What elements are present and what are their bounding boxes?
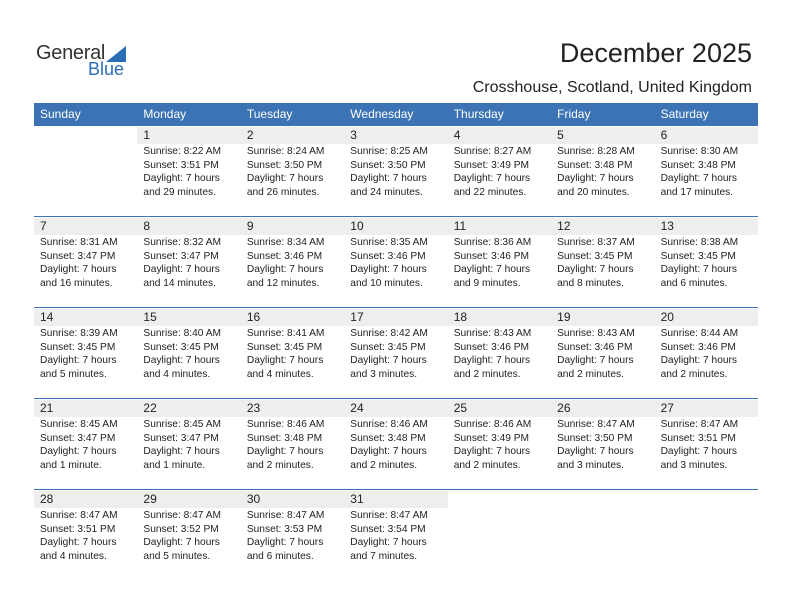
empty-day-cell <box>448 490 551 580</box>
day-info <box>34 327 137 381</box>
daylight-minutes-text: and 17 minutes. <box>660 186 734 198</box>
day-cell <box>448 399 551 489</box>
day-number: 1 <box>137 127 240 144</box>
day-number: 12 <box>551 218 654 235</box>
sunset-text: Sunset: 3:52 PM <box>143 523 219 535</box>
sunrise-text: Sunrise: 8:42 AM <box>350 328 428 339</box>
day-info <box>34 509 137 563</box>
day-cell <box>655 308 758 398</box>
daylight-minutes-text: and 4 minutes. <box>40 550 107 562</box>
empty-day-cell <box>34 126 137 216</box>
day-number: 31 <box>344 491 447 508</box>
day-number: 6 <box>655 127 758 144</box>
day-info <box>344 509 447 563</box>
weekday-sunday: Sunday <box>40 107 81 121</box>
daylight-text: Daylight: 7 hours <box>143 264 220 275</box>
day-cell <box>344 308 447 398</box>
day-info <box>241 145 344 199</box>
sunrise-text: Sunrise: 8:47 AM <box>40 510 118 521</box>
sunrise-text: Sunrise: 8:43 AM <box>453 328 532 339</box>
weekday-thursday: Thursday <box>453 107 504 121</box>
day-info <box>551 418 654 472</box>
day-cell <box>34 490 137 580</box>
daylight-text: Daylight: 7 hours <box>246 173 324 184</box>
weekday-tuesday: Tuesday <box>246 107 293 121</box>
sunrise-text: Sunrise: 8:35 AM <box>350 237 428 248</box>
day-info <box>448 327 551 381</box>
sunrise-text: Sunrise: 8:47 AM <box>660 419 739 430</box>
sunrise-text: Sunrise: 8:24 AM <box>246 146 325 157</box>
daylight-text: Daylight: 7 hours <box>143 355 220 366</box>
daylight-text: Daylight: 7 hours <box>660 355 738 366</box>
day-cell <box>34 308 137 398</box>
daylight-minutes-text: and 6 minutes. <box>246 550 314 562</box>
sunrise-text: Sunrise: 8:45 AM <box>143 419 222 430</box>
daylight-text: Daylight: 7 hours <box>143 446 220 457</box>
day-cell <box>551 308 654 398</box>
sunrise-text: Sunrise: 8:47 AM <box>557 419 635 430</box>
sunrise-text: Sunrise: 8:28 AM <box>557 146 635 157</box>
daylight-text: Daylight: 7 hours <box>453 355 531 366</box>
daylight-text: Daylight: 7 hours <box>557 173 634 184</box>
day-number: 19 <box>551 309 654 326</box>
day-number: 22 <box>137 400 240 417</box>
page-title: December 2025 <box>559 38 752 68</box>
sunset-text: Sunset: 3:51 PM <box>40 523 116 535</box>
daylight-text: Daylight: 7 hours <box>40 446 117 457</box>
day-info <box>655 236 758 290</box>
day-number: 21 <box>34 400 137 417</box>
day-info <box>241 327 344 381</box>
day-info <box>448 145 551 199</box>
sunset-text: Sunset: 3:51 PM <box>660 432 736 444</box>
calendar-grid <box>34 103 758 580</box>
week-row <box>34 126 758 217</box>
daylight-minutes-text: and 5 minutes. <box>143 550 211 562</box>
weekday-wednesday: Wednesday <box>350 107 414 121</box>
daylight-minutes-text: and 2 minutes. <box>350 459 418 471</box>
daylight-text: Daylight: 7 hours <box>660 264 738 275</box>
sunset-text: Sunset: 3:49 PM <box>453 432 530 444</box>
daylight-text: Daylight: 7 hours <box>143 537 220 548</box>
sunset-text: Sunset: 3:47 PM <box>40 432 116 444</box>
daylight-minutes-text: and 1 minute. <box>143 459 206 471</box>
day-cell <box>137 399 240 489</box>
day-number: 25 <box>448 400 551 417</box>
day-number: 9 <box>241 218 344 235</box>
day-info <box>137 509 240 563</box>
daylight-text: Daylight: 7 hours <box>350 446 427 457</box>
daylight-minutes-text: and 22 minutes. <box>453 186 527 198</box>
day-number <box>34 127 137 144</box>
day-number: 30 <box>241 491 344 508</box>
day-cell <box>241 308 344 398</box>
day-number: 17 <box>344 309 447 326</box>
sunset-text: Sunset: 3:45 PM <box>660 250 736 262</box>
sunset-text: Sunset: 3:47 PM <box>143 250 219 262</box>
daylight-minutes-text: and 3 minutes. <box>660 459 728 471</box>
day-cell <box>551 126 654 216</box>
daylight-minutes-text: and 29 minutes. <box>143 186 216 198</box>
sunset-text: Sunset: 3:46 PM <box>350 250 426 262</box>
daylight-minutes-text: and 12 minutes. <box>246 277 320 289</box>
sunrise-text: Sunrise: 8:44 AM <box>660 328 739 339</box>
day-info <box>655 418 758 472</box>
week-row <box>34 399 758 490</box>
logo-text-general: General <box>36 42 106 64</box>
day-number: 14 <box>34 309 137 326</box>
week-row <box>34 490 758 580</box>
sunrise-text: Sunrise: 8:46 AM <box>350 419 428 430</box>
sunset-text: Sunset: 3:48 PM <box>350 432 426 444</box>
daylight-minutes-text: and 2 minutes. <box>557 368 624 380</box>
sunset-text: Sunset: 3:46 PM <box>453 250 530 262</box>
day-cell <box>137 490 240 580</box>
sunset-text: Sunset: 3:47 PM <box>143 432 219 444</box>
sunrise-text: Sunrise: 8:47 AM <box>246 510 325 521</box>
sunrise-text: Sunrise: 8:37 AM <box>557 237 635 248</box>
sunset-text: Sunset: 3:48 PM <box>246 432 323 444</box>
sunset-text: Sunset: 3:50 PM <box>557 432 633 444</box>
sunset-text: Sunset: 3:51 PM <box>143 159 219 171</box>
day-number <box>551 491 654 508</box>
daylight-text: Daylight: 7 hours <box>246 355 324 366</box>
day-info <box>551 236 654 290</box>
daylight-text: Daylight: 7 hours <box>350 173 427 184</box>
day-number: 20 <box>655 309 758 326</box>
day-number <box>655 491 758 508</box>
day-info <box>241 236 344 290</box>
sunset-text: Sunset: 3:48 PM <box>557 159 633 171</box>
day-cell <box>34 217 137 307</box>
sunset-text: Sunset: 3:45 PM <box>350 341 426 353</box>
sunrise-text: Sunrise: 8:30 AM <box>660 146 739 157</box>
day-info <box>34 418 137 472</box>
sunrise-text: Sunrise: 8:46 AM <box>246 419 325 430</box>
daylight-minutes-text: and 3 minutes. <box>557 459 624 471</box>
day-info <box>448 236 551 290</box>
day-info <box>241 418 344 472</box>
sunset-text: Sunset: 3:45 PM <box>40 341 116 353</box>
daylight-minutes-text: and 2 minutes. <box>246 459 314 471</box>
day-cell <box>448 126 551 216</box>
sunrise-text: Sunrise: 8:41 AM <box>246 328 325 339</box>
day-number: 15 <box>137 309 240 326</box>
day-cell <box>448 217 551 307</box>
logo <box>36 42 136 82</box>
sunset-text: Sunset: 3:46 PM <box>660 341 736 353</box>
day-cell <box>241 399 344 489</box>
day-number: 3 <box>344 127 447 144</box>
sunset-text: Sunset: 3:54 PM <box>350 523 426 535</box>
sunset-text: Sunset: 3:46 PM <box>453 341 530 353</box>
daylight-text: Daylight: 7 hours <box>350 355 427 366</box>
sunrise-text: Sunrise: 8:27 AM <box>453 146 532 157</box>
sunset-text: Sunset: 3:53 PM <box>246 523 323 535</box>
daylight-minutes-text: and 4 minutes. <box>143 368 211 380</box>
empty-day-cell <box>655 490 758 580</box>
daylight-text: Daylight: 7 hours <box>246 264 324 275</box>
sunrise-text: Sunrise: 8:47 AM <box>143 510 222 521</box>
sunset-text: Sunset: 3:48 PM <box>660 159 736 171</box>
sunset-text: Sunset: 3:49 PM <box>453 159 530 171</box>
day-cell <box>551 217 654 307</box>
daylight-minutes-text: and 20 minutes. <box>557 186 630 198</box>
day-cell <box>344 217 447 307</box>
day-number: 10 <box>344 218 447 235</box>
daylight-minutes-text: and 26 minutes. <box>246 186 320 198</box>
daylight-text: Daylight: 7 hours <box>660 446 738 457</box>
daylight-text: Daylight: 7 hours <box>40 537 117 548</box>
day-number: 2 <box>241 127 344 144</box>
day-number: 11 <box>448 218 551 235</box>
sunrise-text: Sunrise: 8:22 AM <box>143 146 222 157</box>
day-info <box>344 418 447 472</box>
sunset-text: Sunset: 3:45 PM <box>246 341 323 353</box>
daylight-minutes-text: and 3 minutes. <box>350 368 418 380</box>
daylight-minutes-text: and 2 minutes. <box>660 368 728 380</box>
daylight-text: Daylight: 7 hours <box>143 173 220 184</box>
calendar-weeks <box>34 126 758 580</box>
daylight-text: Daylight: 7 hours <box>453 173 531 184</box>
daylight-text: Daylight: 7 hours <box>40 355 117 366</box>
day-number: 24 <box>344 400 447 417</box>
day-cell <box>34 399 137 489</box>
sunrise-text: Sunrise: 8:36 AM <box>453 237 532 248</box>
daylight-minutes-text: and 9 minutes. <box>453 277 521 289</box>
daylight-text: Daylight: 7 hours <box>40 264 117 275</box>
sunrise-text: Sunrise: 8:40 AM <box>143 328 222 339</box>
sunset-text: Sunset: 3:50 PM <box>246 159 323 171</box>
sunrise-text: Sunrise: 8:34 AM <box>246 237 325 248</box>
day-cell <box>551 399 654 489</box>
daylight-text: Daylight: 7 hours <box>350 537 427 548</box>
daylight-text: Daylight: 7 hours <box>557 355 634 366</box>
sunrise-text: Sunrise: 8:38 AM <box>660 237 739 248</box>
week-row <box>34 217 758 308</box>
daylight-text: Daylight: 7 hours <box>246 446 324 457</box>
daylight-text: Daylight: 7 hours <box>350 264 427 275</box>
sunrise-text: Sunrise: 8:39 AM <box>40 328 118 339</box>
sunrise-text: Sunrise: 8:31 AM <box>40 237 118 248</box>
location-subtitle: Crosshouse, Scotland, United Kingdom <box>472 79 752 96</box>
daylight-minutes-text: and 2 minutes. <box>453 459 521 471</box>
daylight-text: Daylight: 7 hours <box>453 446 531 457</box>
sunrise-text: Sunrise: 8:32 AM <box>143 237 222 248</box>
day-cell <box>137 126 240 216</box>
day-info <box>344 327 447 381</box>
daylight-text: Daylight: 7 hours <box>246 537 324 548</box>
day-info <box>34 236 137 290</box>
day-info <box>137 327 240 381</box>
sunset-text: Sunset: 3:46 PM <box>246 250 323 262</box>
sunrise-text: Sunrise: 8:46 AM <box>453 419 532 430</box>
day-cell <box>241 217 344 307</box>
day-info <box>551 145 654 199</box>
day-cell <box>344 490 447 580</box>
sunrise-text: Sunrise: 8:47 AM <box>350 510 428 521</box>
weekday-saturday: Saturday <box>660 107 709 121</box>
daylight-minutes-text: and 14 minutes. <box>143 277 216 289</box>
day-number: 13 <box>655 218 758 235</box>
weekday-header <box>34 103 758 126</box>
logo-text-blue: Blue <box>88 59 125 79</box>
sunset-text: Sunset: 3:47 PM <box>40 250 116 262</box>
day-number: 8 <box>137 218 240 235</box>
day-number: 26 <box>551 400 654 417</box>
weekday-friday: Friday <box>557 107 591 121</box>
daylight-minutes-text: and 2 minutes. <box>453 368 521 380</box>
sunset-text: Sunset: 3:50 PM <box>350 159 426 171</box>
day-cell <box>241 490 344 580</box>
sunset-text: Sunset: 3:45 PM <box>557 250 633 262</box>
sunset-text: Sunset: 3:45 PM <box>143 341 219 353</box>
day-info <box>344 236 447 290</box>
day-info <box>448 418 551 472</box>
day-number: 7 <box>34 218 137 235</box>
sunrise-text: Sunrise: 8:25 AM <box>350 146 428 157</box>
daylight-text: Daylight: 7 hours <box>453 264 531 275</box>
week-row <box>34 308 758 399</box>
day-number: 5 <box>551 127 654 144</box>
day-cell <box>344 126 447 216</box>
day-cell <box>137 217 240 307</box>
empty-day-cell <box>551 490 654 580</box>
day-info <box>344 145 447 199</box>
day-info <box>655 327 758 381</box>
day-info <box>655 145 758 199</box>
day-number: 23 <box>241 400 344 417</box>
day-cell <box>448 308 551 398</box>
daylight-minutes-text: and 1 minute. <box>40 459 102 471</box>
day-cell <box>137 308 240 398</box>
day-number: 16 <box>241 309 344 326</box>
sunrise-text: Sunrise: 8:43 AM <box>557 328 635 339</box>
day-info <box>137 418 240 472</box>
daylight-minutes-text: and 16 minutes. <box>40 277 113 289</box>
weekday-monday: Monday <box>143 107 187 121</box>
day-info <box>241 509 344 563</box>
daylight-minutes-text: and 4 minutes. <box>246 368 314 380</box>
day-info <box>137 145 240 199</box>
day-cell <box>655 217 758 307</box>
daylight-text: Daylight: 7 hours <box>557 446 634 457</box>
daylight-minutes-text: and 10 minutes. <box>350 277 423 289</box>
day-cell <box>655 399 758 489</box>
day-number: 27 <box>655 400 758 417</box>
daylight-minutes-text: and 5 minutes. <box>40 368 107 380</box>
day-info <box>137 236 240 290</box>
daylight-text: Daylight: 7 hours <box>557 264 634 275</box>
day-cell <box>655 126 758 216</box>
sunrise-text: Sunrise: 8:45 AM <box>40 419 118 430</box>
daylight-minutes-text: and 8 minutes. <box>557 277 624 289</box>
day-number: 4 <box>448 127 551 144</box>
daylight-text: Daylight: 7 hours <box>660 173 738 184</box>
sunset-text: Sunset: 3:46 PM <box>557 341 633 353</box>
daylight-minutes-text: and 7 minutes. <box>350 550 418 562</box>
day-number: 18 <box>448 309 551 326</box>
day-cell <box>241 126 344 216</box>
day-cell <box>344 399 447 489</box>
daylight-minutes-text: and 24 minutes. <box>350 186 423 198</box>
day-number <box>448 491 551 508</box>
daylight-minutes-text: and 6 minutes. <box>660 277 728 289</box>
day-number: 28 <box>34 491 137 508</box>
day-info <box>551 327 654 381</box>
day-number: 29 <box>137 491 240 508</box>
